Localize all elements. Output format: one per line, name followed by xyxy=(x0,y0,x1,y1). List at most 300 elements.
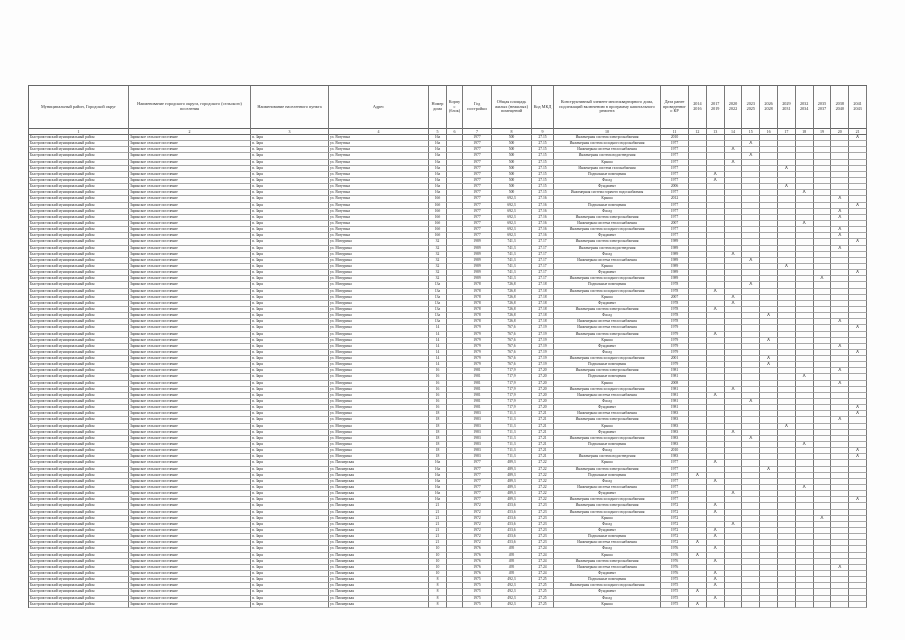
house-number-cell: 16б xyxy=(429,227,447,233)
house-number-cell: 8 xyxy=(429,583,447,589)
district-cell: Быстроистокский муниципальный район xyxy=(29,270,129,276)
year-built-cell: 1989 xyxy=(463,246,492,252)
year-built-cell: 1983 xyxy=(463,424,492,430)
locality-cell: п. Заря xyxy=(251,190,329,196)
settlement-cell: Заринское сельское поселение xyxy=(129,577,251,583)
mkd-code-cell: 27.17 xyxy=(532,264,554,270)
structural-element-cell: Фундамент xyxy=(554,270,661,276)
total-area-cell: 489,3 xyxy=(492,460,532,466)
settlement-cell: Заринское сельское поселение xyxy=(129,196,251,202)
structural-element-cell: Инженерная система холодного водоснабжения xyxy=(554,387,661,393)
block-cell xyxy=(447,602,463,608)
house-number-cell: 16а xyxy=(429,473,447,479)
address-cell: ул. Ватутина xyxy=(329,184,429,190)
previous-repair-date-cell: 1977 xyxy=(661,178,689,184)
year-built-cell: 1979 xyxy=(463,338,492,344)
structural-element-cell: Подвальные помещения xyxy=(554,442,661,448)
previous-repair-date-cell: 1983 xyxy=(661,417,689,423)
mkd-code-cell: 27.16 xyxy=(532,209,554,215)
district-cell: Быстроистокский муниципальный район xyxy=(29,332,129,338)
period-mark: X xyxy=(831,368,849,374)
previous-repair-date-cell: 1989 xyxy=(661,252,689,258)
period-mark: X xyxy=(831,233,849,239)
year-built-cell: 1977 xyxy=(463,497,492,503)
column-number: 14 xyxy=(725,129,743,135)
header-period: 2041 2043 xyxy=(849,86,867,129)
address-cell: ул. Ватутина xyxy=(329,233,429,239)
previous-repair-date-cell: 1979 xyxy=(661,325,689,331)
settlement-cell: Заринское сельское поселение xyxy=(129,522,251,528)
structural-element-cell: Инженерная система водоотведения xyxy=(554,454,661,460)
year-built-cell: 1978 xyxy=(463,319,492,325)
address-cell: ул. Ватутина xyxy=(329,203,429,209)
settlement-cell: Заринское сельское поселение xyxy=(129,602,251,608)
address-cell: ул. Пионерская xyxy=(329,571,429,577)
district-cell: Быстроистокский муниципальный район xyxy=(29,239,129,245)
address-cell: ул. Ватутина xyxy=(329,178,429,184)
header-period: 2023 2025 xyxy=(742,86,760,129)
structural-element-cell: Инженерная система электроснабжения xyxy=(554,417,661,423)
total-area-cell: 717,9 xyxy=(492,381,532,387)
address-cell: ул. Ватутина xyxy=(329,160,429,166)
year-built-cell: 1979 xyxy=(463,344,492,350)
previous-repair-date-cell: 1976 xyxy=(661,571,689,577)
locality-cell: п. Заря xyxy=(251,203,329,209)
settlement-cell: Заринское сельское поселение xyxy=(129,516,251,522)
period-mark: X xyxy=(778,166,796,172)
locality-cell: п. Заря xyxy=(251,497,329,503)
year-built-cell: 1989 xyxy=(463,239,492,245)
locality-cell: п. Заря xyxy=(251,289,329,295)
district-cell: Быстроистокский муниципальный район xyxy=(29,276,129,282)
period-mark: X xyxy=(742,258,760,264)
district-cell: Быстроистокский муниципальный район xyxy=(29,215,129,221)
mkd-code-cell: 27.17 xyxy=(532,239,554,245)
mkd-code-cell: 27.24 xyxy=(532,571,554,577)
period-mark: X xyxy=(796,442,814,448)
year-built-cell: 1975 xyxy=(463,583,492,589)
settlement-cell: Заринское сельское поселение xyxy=(129,332,251,338)
column-number: 19 xyxy=(814,129,832,135)
structural-element-cell: Крыша xyxy=(554,295,661,301)
locality-cell: п. Заря xyxy=(251,313,329,319)
structural-element-cell: Инженерная система холодного водоснабжения xyxy=(554,356,661,362)
mkd-code-cell: 27.22 xyxy=(532,497,554,503)
total-area-cell: 767,6 xyxy=(492,332,532,338)
year-built-cell: 1972 xyxy=(463,528,492,534)
house-number-cell: 21 xyxy=(429,540,447,546)
mkd-code-cell: 27.23 xyxy=(532,522,554,528)
address-cell: ул. Мичурина xyxy=(329,319,429,325)
mkd-code-cell: 27.21 xyxy=(532,442,554,448)
district-cell: Быстроистокский муниципальный район xyxy=(29,559,129,565)
total-area-cell: 711,3 xyxy=(492,454,532,460)
year-built-cell: 1977 xyxy=(463,485,492,491)
period-mark: X xyxy=(831,215,849,221)
total-area-cell: 692,3 xyxy=(492,221,532,227)
total-area-cell: 492,3 xyxy=(492,596,532,602)
settlement-cell: Заринское сельское поселение xyxy=(129,596,251,602)
locality-cell: п. Заря xyxy=(251,350,329,356)
house-number-cell: 32 xyxy=(429,258,447,264)
period-mark: X xyxy=(707,571,725,577)
year-built-cell: 1979 xyxy=(463,332,492,338)
period-mark: X xyxy=(742,282,760,288)
structural-element-cell: Инженерная система теплоснабжения xyxy=(554,325,661,331)
house-number-cell: 32 xyxy=(429,270,447,276)
settlement-cell: Заринское сельское поселение xyxy=(129,172,251,178)
district-cell: Быстроистокский муниципальный район xyxy=(29,356,129,362)
previous-repair-date-cell: 1977 xyxy=(661,473,689,479)
district-cell: Быстроистокский муниципальный район xyxy=(29,307,129,313)
structural-element-cell: Инженерная система холодного водоснабжения xyxy=(554,583,661,589)
locality-cell: п. Заря xyxy=(251,559,329,565)
previous-repair-date-cell: 1977 xyxy=(661,479,689,485)
period-mark: X xyxy=(707,460,725,466)
header-locality: Наименование населенного пункта xyxy=(251,86,329,129)
mkd-code-cell: 27.15 xyxy=(532,141,554,147)
settlement-cell: Заринское сельское поселение xyxy=(129,565,251,571)
year-built-cell: 1977 xyxy=(463,215,492,221)
settlement-cell: Заринское сельское поселение xyxy=(129,153,251,159)
previous-repair-date-cell: 1977 xyxy=(661,485,689,491)
previous-repair-date-cell: 1989 xyxy=(661,276,689,282)
district-cell: Быстроистокский муниципальный район xyxy=(29,424,129,430)
previous-repair-date-cell: 1977 xyxy=(661,203,689,209)
total-area-cell: 741,3 xyxy=(492,239,532,245)
mkd-code-cell: 27.25 xyxy=(532,589,554,595)
total-area-cell: 711,3 xyxy=(492,424,532,430)
district-cell: Быстроистокский муниципальный район xyxy=(29,141,129,147)
previous-repair-date-cell: 1972 xyxy=(661,516,689,522)
year-built-cell: 1977 xyxy=(463,460,492,466)
year-built-cell: 1989 xyxy=(463,264,492,270)
mkd-code-cell: 27.18 xyxy=(532,295,554,301)
total-area-cell: 741,3 xyxy=(492,270,532,276)
period-mark: X xyxy=(849,135,867,141)
address-cell: ул. Пионерская xyxy=(329,460,429,466)
period-mark: X xyxy=(849,239,867,245)
mkd-code-cell: 27.24 xyxy=(532,565,554,571)
structural-element-cell: Инженерная система теплоснабжения xyxy=(554,411,661,417)
year-built-cell: 1978 xyxy=(463,313,492,319)
structural-element-cell: Инженерная система теплоснабжения xyxy=(554,540,661,546)
previous-repair-date-cell: 1983 xyxy=(661,424,689,430)
period-cell xyxy=(760,602,778,608)
total-area-cell: 717,9 xyxy=(492,374,532,380)
mkd-code-cell: 27.19 xyxy=(532,362,554,368)
previous-repair-date-cell: 1977 xyxy=(661,141,689,147)
mkd-code-cell: 27.25 xyxy=(532,583,554,589)
locality-cell: п. Заря xyxy=(251,565,329,571)
mkd-code-cell: 27.23 xyxy=(532,534,554,540)
house-number-cell: 8 xyxy=(429,577,447,583)
year-built-cell: 1972 xyxy=(463,510,492,516)
mkd-code-cell: 27.15 xyxy=(532,184,554,190)
district-cell: Быстроистокский муниципальный район xyxy=(29,289,129,295)
settlement-cell: Заринское сельское поселение xyxy=(129,190,251,196)
year-built-cell: 1975 xyxy=(463,577,492,583)
total-area-cell: 692,3 xyxy=(492,209,532,215)
year-built-cell: 1981 xyxy=(463,381,492,387)
locality-cell: п. Заря xyxy=(251,540,329,546)
locality-cell: п. Заря xyxy=(251,430,329,436)
total-area-cell: 711,3 xyxy=(492,411,532,417)
total-area-cell: 717,9 xyxy=(492,387,532,393)
locality-cell: п. Заря xyxy=(251,239,329,245)
period-mark: X xyxy=(707,528,725,534)
mkd-code-cell: 27.21 xyxy=(532,417,554,423)
total-area-cell: 726,8 xyxy=(492,313,532,319)
structural-element-cell: Инженерная система электроснабжения xyxy=(554,307,661,313)
year-built-cell: 1975 xyxy=(463,589,492,595)
previous-repair-date-cell: 1975 xyxy=(661,577,689,583)
structural-element-cell: Фундамент xyxy=(554,491,661,497)
settlement-cell: Заринское сельское поселение xyxy=(129,559,251,565)
address-cell: ул. Ватутина xyxy=(329,135,429,141)
period-mark: X xyxy=(725,160,743,166)
year-built-cell: 1977 xyxy=(463,166,492,172)
locality-cell: п. Заря xyxy=(251,583,329,589)
district-cell: Быстроистокский муниципальный район xyxy=(29,534,129,540)
mkd-code-cell: 27.21 xyxy=(532,411,554,417)
previous-repair-date-cell: 1983 xyxy=(661,436,689,442)
district-cell: Быстроистокский муниципальный район xyxy=(29,528,129,534)
locality-cell: п. Заря xyxy=(251,467,329,473)
structural-element-cell: Инженерная система электроснабжения xyxy=(554,559,661,565)
address-cell: ул. Пионерская xyxy=(329,503,429,509)
mkd-code-cell: 27.17 xyxy=(532,258,554,264)
previous-repair-date-cell: 1977 xyxy=(661,209,689,215)
period-mark: X xyxy=(689,553,707,559)
settlement-cell: Заринское сельское поселение xyxy=(129,289,251,295)
period-mark: X xyxy=(831,319,849,325)
locality-cell: п. Заря xyxy=(251,368,329,374)
year-built-cell: 1977 xyxy=(463,203,492,209)
district-cell: Быстроистокский муниципальный район xyxy=(29,221,129,227)
previous-repair-date-cell: 2008 xyxy=(661,381,689,387)
previous-repair-date-cell: 1977 xyxy=(661,172,689,178)
total-area-cell: 500 xyxy=(492,172,532,178)
previous-repair-date-cell: 1972 xyxy=(661,534,689,540)
house-number-cell: 21 xyxy=(429,522,447,528)
total-area-cell: 492,3 xyxy=(492,589,532,595)
period-mark: X xyxy=(742,436,760,442)
structural-element-cell: Инженерная система холодного водоснабжения xyxy=(554,227,661,233)
period-mark: X xyxy=(814,516,832,522)
column-number: 10 xyxy=(554,129,661,135)
previous-repair-date-cell: 1979 xyxy=(661,362,689,368)
year-built-cell: 1978 xyxy=(463,295,492,301)
district-cell: Быстроистокский муниципальный район xyxy=(29,516,129,522)
total-area-cell: 453,6 xyxy=(492,510,532,516)
previous-repair-date-cell: 1976 xyxy=(661,553,689,559)
structural-element-cell: Инженерная система теплоснабжения xyxy=(554,147,661,153)
district-cell: Быстроистокский муниципальный район xyxy=(29,282,129,288)
total-area-cell: 495 xyxy=(492,546,532,552)
previous-repair-date-cell: 1972 xyxy=(661,503,689,509)
previous-repair-date-cell: 1989 xyxy=(661,264,689,270)
period-mark: X xyxy=(742,153,760,159)
address-cell: ул. Пионерская xyxy=(329,479,429,485)
mkd-code-cell: 27.21 xyxy=(532,454,554,460)
address-cell: ул. Пионерская xyxy=(329,467,429,473)
settlement-cell: Заринское сельское поселение xyxy=(129,436,251,442)
year-built-cell: 1989 xyxy=(463,276,492,282)
house-number-cell: 13а xyxy=(429,289,447,295)
period-mark: X xyxy=(796,190,814,196)
previous-repair-date-cell: 1989 xyxy=(661,246,689,252)
house-number-cell: 18 xyxy=(429,454,447,460)
structural-element-cell: Фундамент xyxy=(554,301,661,307)
mkd-code-cell: 27.15 xyxy=(532,160,554,166)
mkd-code-cell: 27.17 xyxy=(532,252,554,258)
year-built-cell: 1979 xyxy=(463,350,492,356)
year-built-cell: 1989 xyxy=(463,258,492,264)
address-cell: ул. Пионерская xyxy=(329,534,429,540)
structural-element-cell: Инженерная система водоотведения xyxy=(554,153,661,159)
previous-repair-date-cell: 1977 xyxy=(661,147,689,153)
structural-element-cell: Инженерная система горячего водоснабжения xyxy=(554,190,661,196)
period-mark: X xyxy=(760,362,778,368)
year-built-cell: 1981 xyxy=(463,399,492,405)
period-mark: X xyxy=(849,325,867,331)
settlement-cell: Заринское сельское поселение xyxy=(129,534,251,540)
address-cell: ул. Пионерская xyxy=(329,583,429,589)
header-total-area: Общая площадь жилых (нежилых) помещений xyxy=(492,86,532,129)
address-cell: ул. Мичурина xyxy=(329,301,429,307)
mkd-code-cell: 27.16 xyxy=(532,203,554,209)
column-number: 8 xyxy=(492,129,532,135)
previous-repair-date-cell: 1981 xyxy=(661,405,689,411)
structural-element-cell: Фасад xyxy=(554,178,661,184)
mkd-code-cell: 27.18 xyxy=(532,301,554,307)
mkd-code-cell: 27.20 xyxy=(532,393,554,399)
settlement-cell: Заринское сельское поселение xyxy=(129,473,251,479)
total-area-cell: 741,3 xyxy=(492,276,532,282)
period-mark: X xyxy=(707,172,725,178)
header-house-number: Номер дома xyxy=(429,86,447,129)
district-cell: Быстроистокский муниципальный район xyxy=(29,344,129,350)
house-number-cell: 14 xyxy=(429,344,447,350)
previous-repair-date-cell: 1983 xyxy=(661,430,689,436)
structural-element-cell: Инженерная система электроснабжения xyxy=(554,239,661,245)
total-area-cell: 500 xyxy=(492,190,532,196)
house-number-cell: 13а xyxy=(429,301,447,307)
previous-repair-date-cell: 1978 xyxy=(661,307,689,313)
year-built-cell: 1983 xyxy=(463,436,492,442)
locality-cell: п. Заря xyxy=(251,510,329,516)
year-built-cell: 1977 xyxy=(463,221,492,227)
structural-element-cell: Инженерная система водоотведения xyxy=(554,246,661,252)
year-built-cell: 1983 xyxy=(463,454,492,460)
structural-element-cell: Фундамент xyxy=(554,571,661,577)
period-mark: X xyxy=(725,430,743,436)
house-number-cell: 32 xyxy=(429,239,447,245)
structural-element-cell: Подвальные помещения xyxy=(554,203,661,209)
address-cell: ул. Мичурина xyxy=(329,368,429,374)
period-mark: X xyxy=(707,546,725,552)
mkd-code-cell: 27.22 xyxy=(532,485,554,491)
previous-repair-date-cell: 1978 xyxy=(661,313,689,319)
previous-repair-date-cell: 1989 xyxy=(661,239,689,245)
period-mark: X xyxy=(707,503,725,509)
header-period: 2020 2022 xyxy=(725,86,743,129)
locality-cell: п. Заря xyxy=(251,184,329,190)
house-number-cell: 14 xyxy=(429,325,447,331)
structural-element-cell: Инженерная система электроснабжения xyxy=(554,467,661,473)
house-number-cell: 13а xyxy=(429,295,447,301)
house-number-cell: 21 xyxy=(429,510,447,516)
header-year-built: Год постройки xyxy=(463,86,492,129)
structural-element-cell: Крыша xyxy=(554,553,661,559)
locality-cell: п. Заря xyxy=(251,381,329,387)
period-mark: X xyxy=(831,227,849,233)
header-period: 2032 2034 xyxy=(796,86,814,129)
settlement-cell: Заринское сельское поселение xyxy=(129,282,251,288)
address-cell: ул. Мичурина xyxy=(329,405,429,411)
settlement-cell: Заринское сельское поселение xyxy=(129,350,251,356)
header-period: 2026 2028 xyxy=(760,86,778,129)
year-built-cell: 1979 xyxy=(463,362,492,368)
address-cell: ул. Мичурина xyxy=(329,295,429,301)
total-area-cell: 692,3 xyxy=(492,203,532,209)
address-cell: ул. Мичурина xyxy=(329,264,429,270)
address-cell: ул. Пионерская xyxy=(329,546,429,552)
address-cell: ул. Мичурина xyxy=(329,276,429,282)
house-number-cell: 14 xyxy=(429,332,447,338)
year-built-cell: 1977 xyxy=(463,233,492,239)
district-cell: Быстроистокский муниципальный район xyxy=(29,172,129,178)
house-number-cell: 16б xyxy=(429,209,447,215)
locality-cell: п. Заря xyxy=(251,233,329,239)
district-cell: Быстроистокский муниципальный район xyxy=(29,160,129,166)
total-area-cell: 717,9 xyxy=(492,399,532,405)
locality-cell: п. Заря xyxy=(251,479,329,485)
column-number: 3 xyxy=(251,129,329,135)
locality-cell: п. Заря xyxy=(251,264,329,270)
district-cell: Быстроистокский муниципальный район xyxy=(29,301,129,307)
mkd-code-cell: 27.16 xyxy=(532,215,554,221)
address-cell: ул. Ватутина xyxy=(329,215,429,221)
previous-repair-date-cell: 1977 xyxy=(661,166,689,172)
period-mark: X xyxy=(707,393,725,399)
previous-repair-date-cell: 2006 xyxy=(661,184,689,190)
previous-repair-date-cell: 1975 xyxy=(661,596,689,602)
header-settlement: Наименование городского округа, городского (сельского) поселения xyxy=(129,86,251,129)
capital-repair-program-table xyxy=(28,85,867,608)
district-cell: Быстроистокский муниципальный район xyxy=(29,571,129,577)
year-built-cell: 1977 xyxy=(463,160,492,166)
house-number-cell: 16 xyxy=(429,399,447,405)
mkd-code-cell: 27.25 xyxy=(532,602,554,608)
total-area-cell: 741,3 xyxy=(492,264,532,270)
address-cell: ул. Мичурина xyxy=(329,381,429,387)
settlement-cell: Заринское сельское поселение xyxy=(129,301,251,307)
settlement-cell: Заринское сельское поселение xyxy=(129,270,251,276)
address-cell: ул. Мичурина xyxy=(329,270,429,276)
period-mark: X xyxy=(742,399,760,405)
total-area-cell: 500 xyxy=(492,166,532,172)
settlement-cell: Заринское сельское поселение xyxy=(129,362,251,368)
district-cell: Быстроистокский муниципальный район xyxy=(29,135,129,141)
year-built-cell: 1989 xyxy=(463,270,492,276)
previous-repair-date-cell: 1972 xyxy=(661,528,689,534)
district-cell: Быстроистокский муниципальный район xyxy=(29,147,129,153)
mkd-code-cell: 27.20 xyxy=(532,374,554,380)
locality-cell: п. Заря xyxy=(251,141,329,147)
period-mark: X xyxy=(831,417,849,423)
